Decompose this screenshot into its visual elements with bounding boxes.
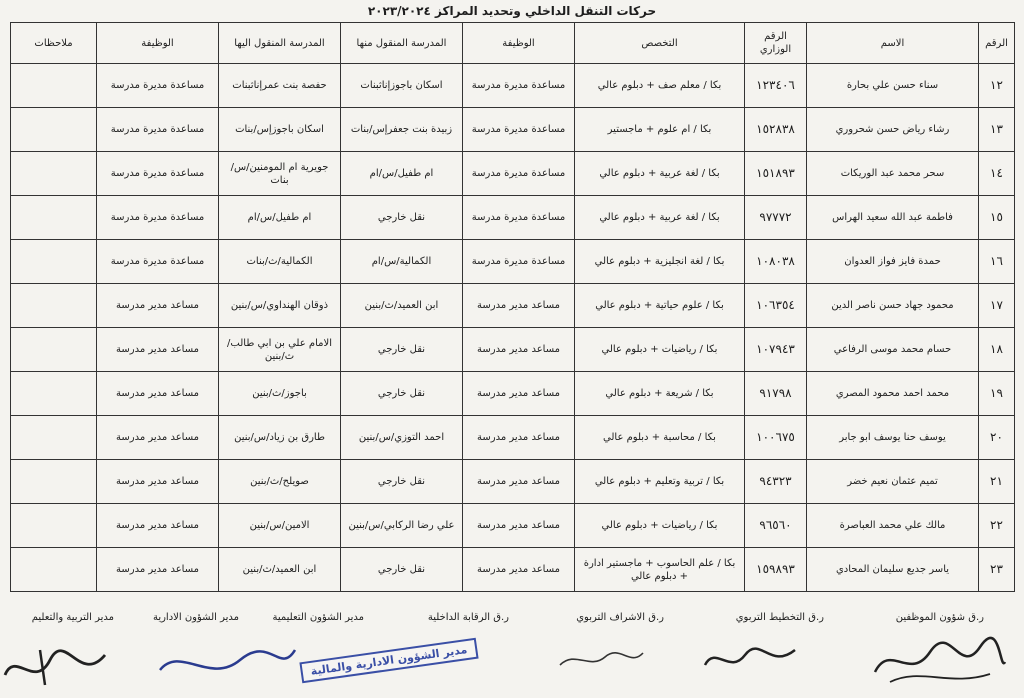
table-row	[11, 504, 1015, 548]
from-school-cell: نقل خارجي	[341, 328, 463, 372]
employee-name-cell: ياسر جديع سليمان المحادي	[807, 548, 979, 592]
column-header: الرقم الوزاري	[745, 23, 807, 64]
signature-scribble	[150, 640, 300, 690]
table-row	[11, 372, 1015, 416]
official-stamp: مدير الشؤون الادارية والمالية	[299, 638, 478, 684]
table-row	[11, 152, 1015, 196]
specialization-cell: بكا / علوم حياتية + دبلوم عالي	[575, 284, 745, 328]
column-header: الرقم	[979, 23, 1015, 64]
from-school-cell: نقل خارجي	[341, 460, 463, 504]
table-row	[11, 416, 1015, 460]
ministry-number-cell: ١٢٣٤٠٦	[745, 64, 807, 108]
job-title-cell: مساعدة مديرة مدرسة	[463, 108, 575, 152]
table-row	[11, 64, 1015, 108]
to-school-cell: اسكان باجوزإس/بنات	[219, 108, 341, 152]
to-school-cell: طارق بن زياد/س/بنين	[219, 416, 341, 460]
row-number-cell: ١٧	[979, 284, 1015, 328]
new-job-title-cell: مساعد مدير مدرسة	[97, 548, 219, 592]
ministry-number-cell: ١٠٦٣٥٤	[745, 284, 807, 328]
specialization-cell: بكا / شريعة + دبلوم عالي	[575, 372, 745, 416]
row-number-cell: ١٢	[979, 64, 1015, 108]
job-title-cell: مساعد مدير مدرسة	[463, 416, 575, 460]
to-school-cell: باجوز/ث/بنين	[219, 372, 341, 416]
ministry-number-cell: ١٠٧٩٤٣	[745, 328, 807, 372]
transfers-table	[10, 22, 1015, 592]
new-job-title-cell: مساعد مدير مدرسة	[97, 460, 219, 504]
from-school-cell: نقل خارجي	[341, 196, 463, 240]
specialization-cell: بكا / تربية وتعليم + دبلوم عالي	[575, 460, 745, 504]
signature-label: ر.ق التخطيط التربوي	[735, 612, 824, 623]
ministry-number-cell: ١٥٩٨٩٣	[745, 548, 807, 592]
employee-name-cell: فاطمة عبد الله سعيد الهراس	[807, 196, 979, 240]
table-header-row	[11, 23, 1015, 64]
notes-cell	[11, 416, 97, 460]
column-header: المدرسة المنقول اليها	[219, 23, 341, 64]
row-number-cell: ١٤	[979, 152, 1015, 196]
specialization-cell: بكا / رياضيات + دبلوم عالي	[575, 504, 745, 548]
table-row	[11, 108, 1015, 152]
notes-cell	[11, 372, 97, 416]
to-school-cell: الكمالية/ث/بنات	[219, 240, 341, 284]
new-job-title-cell: مساعد مدير مدرسة	[97, 328, 219, 372]
specialization-cell: بكا / رياضيات + دبلوم عالي	[575, 328, 745, 372]
new-job-title-cell: مساعدة مديرة مدرسة	[97, 64, 219, 108]
table-row	[11, 284, 1015, 328]
table-row	[11, 328, 1015, 372]
notes-cell	[11, 548, 97, 592]
ministry-number-cell: ٩١٧٩٨	[745, 372, 807, 416]
employee-name-cell: حسام محمد موسى الرفاعي	[807, 328, 979, 372]
to-school-cell: جويرية ام المومنين/س/بنات	[219, 152, 341, 196]
ministry-number-cell: ٩٤٣٢٣	[745, 460, 807, 504]
notes-cell	[11, 196, 97, 240]
employee-name-cell: سحر محمد عبد الوريكات	[807, 152, 979, 196]
signatures-row	[0, 612, 1024, 632]
job-title-cell: مساعد مدير مدرسة	[463, 504, 575, 548]
signature-scribble	[0, 640, 110, 695]
new-job-title-cell: مساعد مدير مدرسة	[97, 504, 219, 548]
to-school-cell: الامام علي بن ابي طالب/ث/بنين	[219, 328, 341, 372]
row-number-cell: ١٨	[979, 328, 1015, 372]
notes-cell	[11, 152, 97, 196]
new-job-title-cell: مساعد مدير مدرسة	[97, 416, 219, 460]
from-school-cell: اسكان باجوزإناثبنات	[341, 64, 463, 108]
signature-label: مدير الشؤون التعليمية	[272, 612, 364, 623]
notes-cell	[11, 240, 97, 284]
notes-cell	[11, 284, 97, 328]
row-number-cell: ٢٣	[979, 548, 1015, 592]
from-school-cell: الكمالية/س/ام	[341, 240, 463, 284]
signature-label: مدير الشؤون الادارية	[152, 612, 239, 623]
employee-name-cell: يوسف حنا يوسف ابو جابر	[807, 416, 979, 460]
employee-name-cell: مالك علي محمد العباصرة	[807, 504, 979, 548]
to-school-cell: ابن العميد/ث/بنين	[219, 548, 341, 592]
job-title-cell: مساعدة مديرة مدرسة	[463, 196, 575, 240]
specialization-cell: بكا / لغة انجليزية + دبلوم عالي	[575, 240, 745, 284]
ministry-number-cell: ١٠٠٦٧٥	[745, 416, 807, 460]
job-title-cell: مساعد مدير مدرسة	[463, 460, 575, 504]
new-job-title-cell: مساعدة مديرة مدرسة	[97, 196, 219, 240]
notes-cell	[11, 64, 97, 108]
row-number-cell: ١٦	[979, 240, 1015, 284]
row-number-cell: ٢١	[979, 460, 1015, 504]
ministry-number-cell: ١٥٢٨٣٨	[745, 108, 807, 152]
new-job-title-cell: مساعدة مديرة مدرسة	[97, 240, 219, 284]
row-number-cell: ١٣	[979, 108, 1015, 152]
signature-scribble	[555, 645, 645, 675]
job-title-cell: مساعد مدير مدرسة	[463, 548, 575, 592]
employee-name-cell: محمود جهاد حسن ناصر الدين	[807, 284, 979, 328]
row-number-cell: ١٩	[979, 372, 1015, 416]
signature-label: ر.ق شؤون الموظفين	[895, 612, 984, 623]
signature-label: ر.ق الاشراف التربوي	[576, 612, 664, 623]
table-row	[11, 240, 1015, 284]
column-header: المدرسة المنقول منها	[341, 23, 463, 64]
employee-name-cell: رشاء رياض حسن شحروري	[807, 108, 979, 152]
notes-cell	[11, 504, 97, 548]
employee-name-cell: تميم عثمان نعيم خضر	[807, 460, 979, 504]
from-school-cell: علي رضا الركابي/س/بنين	[341, 504, 463, 548]
transfers-table-container	[10, 22, 1014, 592]
specialization-cell: بكا / لغة عربية + دبلوم عالي	[575, 152, 745, 196]
specialization-cell: بكا / محاسبة + دبلوم عالي	[575, 416, 745, 460]
specialization-cell: بكا / علم الحاسوب + ماجستير ادارة + دبلوم عالي	[575, 548, 745, 592]
from-school-cell: احمد التوزي/س/بنين	[341, 416, 463, 460]
to-school-cell: ذوقان الهنداوي/س/بنين	[219, 284, 341, 328]
notes-cell	[11, 328, 97, 372]
notes-cell	[11, 108, 97, 152]
new-job-title-cell: مساعد مدير مدرسة	[97, 372, 219, 416]
new-job-title-cell: مساعدة مديرة مدرسة	[97, 152, 219, 196]
table-body	[11, 64, 1015, 592]
ministry-number-cell: ١٥١٨٩٣	[745, 152, 807, 196]
ministry-number-cell: ٩٦٥٦٠	[745, 504, 807, 548]
from-school-cell: ابن العميد/ث/بنين	[341, 284, 463, 328]
column-header: الوظيفة	[463, 23, 575, 64]
column-header: التخصص	[575, 23, 745, 64]
specialization-cell: بكا / معلم صف + دبلوم عالي	[575, 64, 745, 108]
specialization-cell: بكا / لغة عربية + دبلوم عالي	[575, 196, 745, 240]
from-school-cell: نقل خارجي	[341, 548, 463, 592]
notes-cell	[11, 460, 97, 504]
column-header: الوظيفة	[97, 23, 219, 64]
job-title-cell: مساعدة مديرة مدرسة	[463, 152, 575, 196]
signature-scribble	[700, 640, 800, 680]
to-school-cell: حفصة بنت عمرإناثبنات	[219, 64, 341, 108]
column-header: الاسم	[807, 23, 979, 64]
signature-label: ر.ق الرقابة الداخلية	[427, 612, 509, 623]
to-school-cell: صويلح/ث/بنين	[219, 460, 341, 504]
to-school-cell: ام طفيل/س/ام	[219, 196, 341, 240]
row-number-cell: ١٥	[979, 196, 1015, 240]
from-school-cell: نقل خارجي	[341, 372, 463, 416]
signature-scribble	[870, 632, 1010, 692]
row-number-cell: ٢٠	[979, 416, 1015, 460]
employee-name-cell: سناء حسن علي بحارة	[807, 64, 979, 108]
job-title-cell: مساعدة مديرة مدرسة	[463, 240, 575, 284]
table-row	[11, 460, 1015, 504]
job-title-cell: مساعدة مديرة مدرسة	[463, 64, 575, 108]
from-school-cell: ام طفيل/س/ام	[341, 152, 463, 196]
employee-name-cell: حمدة فايز فواز العدوان	[807, 240, 979, 284]
job-title-cell: مساعد مدير مدرسة	[463, 372, 575, 416]
new-job-title-cell: مساعد مدير مدرسة	[97, 284, 219, 328]
table-row	[11, 548, 1015, 592]
column-header: ملاحظات	[11, 23, 97, 64]
document-title: حركات التنقل الداخلي وتحديد المراكز ٢٠٢٣/٢٠٢٤	[367, 4, 657, 18]
new-job-title-cell: مساعدة مديرة مدرسة	[97, 108, 219, 152]
job-title-cell: مساعد مدير مدرسة	[463, 284, 575, 328]
ministry-number-cell: ١٠٨٠٣٨	[745, 240, 807, 284]
row-number-cell: ٢٢	[979, 504, 1015, 548]
ministry-number-cell: ٩٧٧٧٢	[745, 196, 807, 240]
job-title-cell: مساعد مدير مدرسة	[463, 328, 575, 372]
employee-name-cell: محمد احمد محمود المصري	[807, 372, 979, 416]
from-school-cell: زبيدة بنت جعفرإس/بنات	[341, 108, 463, 152]
specialization-cell: بكا / ام علوم + ماجستير	[575, 108, 745, 152]
to-school-cell: الامين/س/بنين	[219, 504, 341, 548]
signature-label: مدير التربية والتعليم	[31, 612, 114, 623]
table-row	[11, 196, 1015, 240]
